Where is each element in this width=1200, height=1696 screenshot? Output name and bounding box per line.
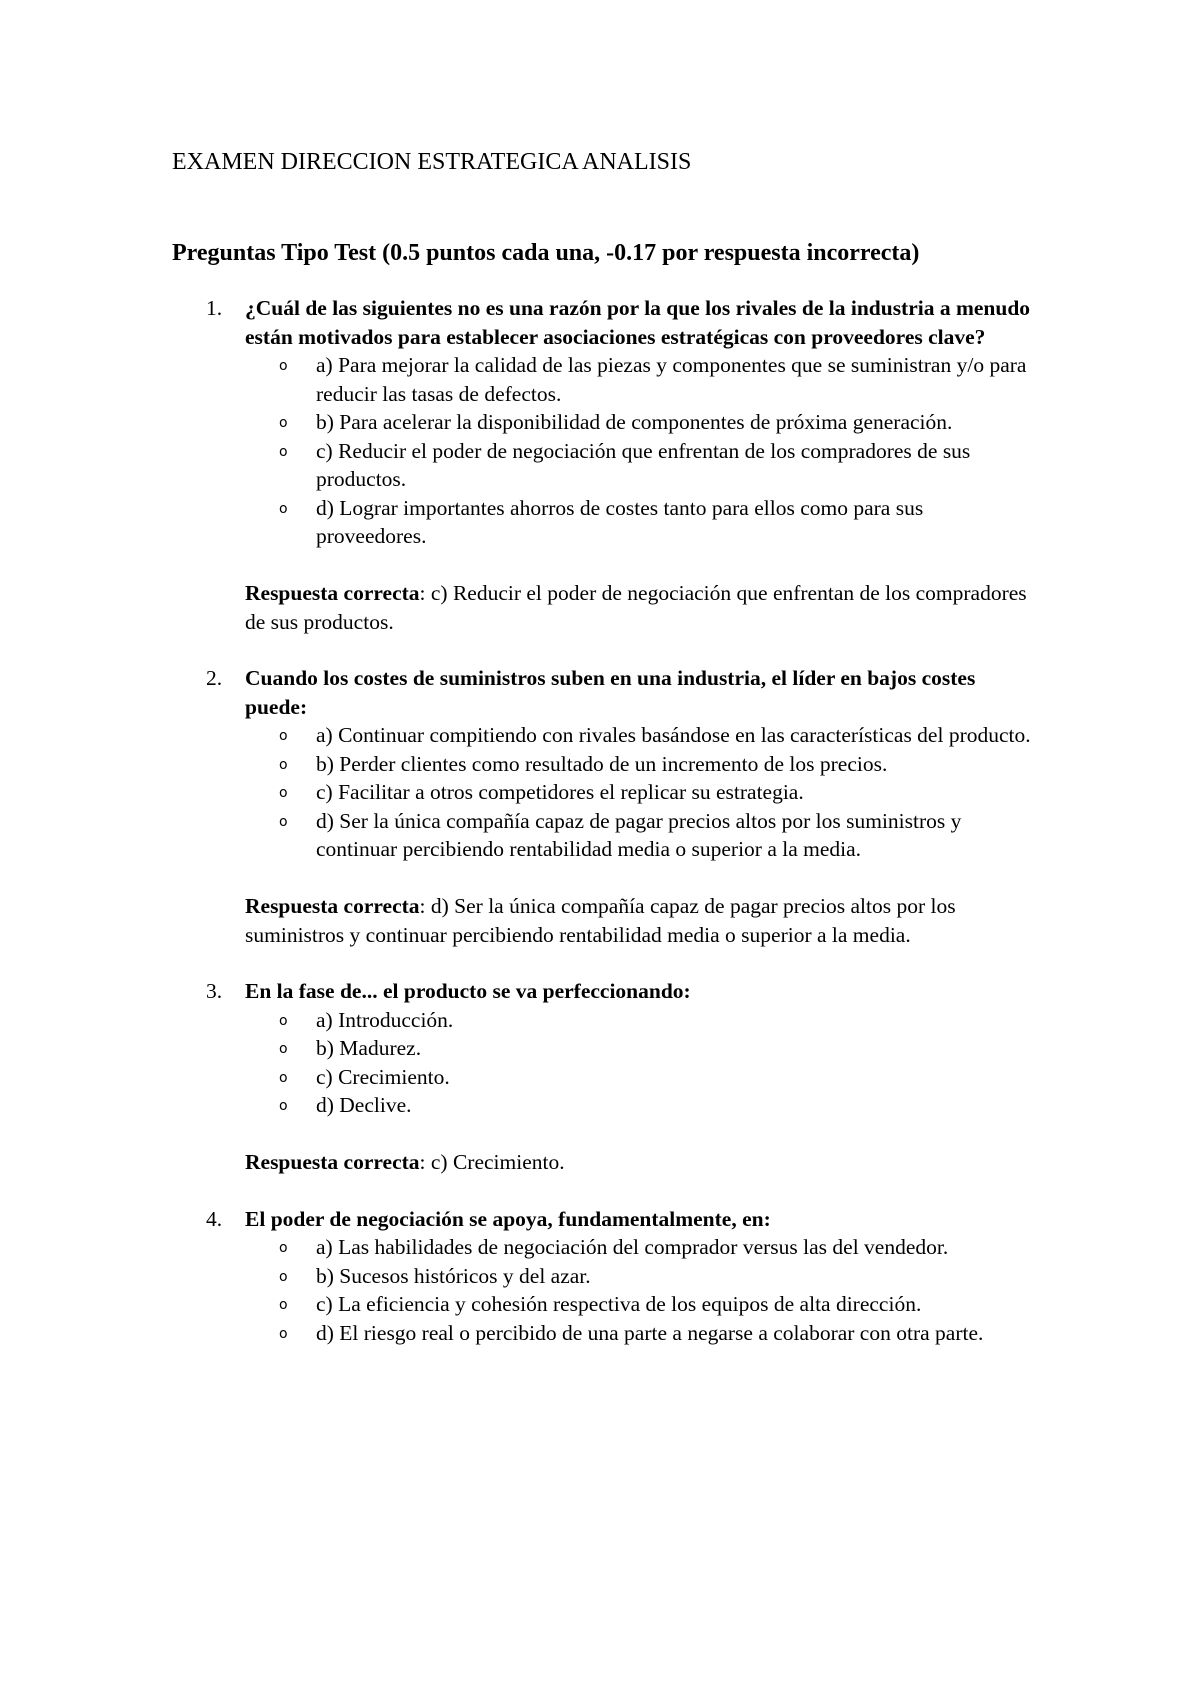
bullet-icon: o <box>279 415 288 431</box>
section-title: Preguntas Tipo Test (0.5 puntos cada una, -0.17 por respuesta incorrecta) <box>172 240 920 266</box>
bullet-icon: o <box>279 1297 288 1313</box>
answer-text: : d) Ser la única compañía capaz de pagar precios altos por los suministros y continuar percibiendo rentabilidad media o superior a la media. <box>245 894 956 947</box>
question-4 <box>0 1205 1200 1348</box>
option-b <box>279 408 1038 437</box>
answer-label: Respuesta correcta <box>245 581 420 605</box>
option-text: c) La eficiencia y cohesión respectiva de los equipos de alta dirección. <box>316 1292 922 1316</box>
option-a <box>279 1006 1038 1035</box>
option-list <box>0 1006 1200 1120</box>
option-text: c) Facilitar a otros competidores el replicar su estrategia. <box>316 780 804 804</box>
answer-text: : c) Reducir el poder de negociación que enfrentan de los compradores de sus productos. <box>245 581 1027 634</box>
option-text: a) Introducción. <box>316 1007 454 1032</box>
bullet-icon: o <box>279 500 288 517</box>
question-text: ¿Cuál de las siguientes no es una razón por la que los rivales de la industria a menudo están motivados para establecer asociaciones estratégicas con proveedores clave? <box>245 296 1031 349</box>
option-list <box>0 351 1200 551</box>
document-title: EXAMEN DIRECCION ESTRATEGICA ANALISIS <box>172 149 692 175</box>
correct-answer <box>245 1148 1045 1177</box>
option-list <box>0 721 1200 864</box>
question-number: 1. <box>206 296 223 320</box>
option-b <box>279 1262 1038 1291</box>
bullet-icon: o <box>279 1268 288 1285</box>
option-d <box>279 494 1038 551</box>
option-b <box>279 750 1038 779</box>
question-1 <box>0 294 1200 636</box>
bullet-icon: o <box>279 1098 288 1114</box>
question-2 <box>0 664 1200 949</box>
question-number: 3. <box>206 979 223 1003</box>
option-text: a) Las habilidades de negociación del comprador versus las del vendedor. <box>316 1235 949 1259</box>
option-text: c) Crecimiento. <box>316 1064 450 1089</box>
question-text: Cuando los costes de suministros suben en una industria, el líder en bajos costes puede: <box>245 666 976 719</box>
question-text: En la fase de... el producto se va perfeccionando: <box>245 979 691 1003</box>
option-c <box>279 437 1038 494</box>
correct-answer <box>245 892 1045 949</box>
bullet-icon: o <box>279 785 288 801</box>
question-list <box>0 294 1200 1375</box>
option-text: a) Para mejorar la calidad de las piezas y componentes que se suministran y/o para reducir las tasas de defectos. <box>316 353 1027 406</box>
question-number: 2. <box>206 666 223 690</box>
bullet-icon: o <box>279 1325 288 1342</box>
option-a <box>279 1233 1038 1262</box>
bullet-icon: o <box>279 1240 288 1256</box>
bullet-icon: o <box>279 756 288 773</box>
option-a <box>279 351 1038 408</box>
option-text: b) Perder clientes como resultado de un incremento de los precios. <box>316 751 888 776</box>
option-c <box>279 778 1038 807</box>
question-number: 4. <box>206 1206 223 1231</box>
bullet-icon: o <box>279 1041 288 1057</box>
option-text: b) Para acelerar la disponibilidad de componentes de próxima generación. <box>316 410 953 434</box>
option-text: d) El riesgo real o percibido de una parte a negarse a colaborar con otra parte. <box>316 1320 984 1345</box>
option-text: d) Lograr importantes ahorros de costes tanto para ellos como para sus proveedores. <box>316 495 924 548</box>
option-a <box>279 721 1038 750</box>
option-c <box>279 1290 1038 1319</box>
answer-label: Respuesta correcta <box>245 894 420 918</box>
bullet-icon: o <box>279 1012 288 1029</box>
answer-text: : c) Crecimiento. <box>419 1150 565 1174</box>
option-list <box>0 1233 1200 1347</box>
option-text: d) Declive. <box>316 1093 412 1117</box>
answer-label: Respuesta correcta <box>245 1150 420 1174</box>
option-b <box>279 1034 1038 1063</box>
option-d <box>279 1091 1038 1120</box>
question-3 <box>0 977 1200 1177</box>
option-text: b) Sucesos históricos y del azar. <box>316 1263 591 1288</box>
option-text: b) Madurez. <box>316 1036 422 1060</box>
bullet-icon: o <box>279 813 288 830</box>
option-text: c) Reducir el poder de negociación que enfrentan de los compradores de sus productos. <box>316 438 971 491</box>
option-text: a) Continuar compitiendo con rivales basándose en las características del producto. <box>316 723 1031 747</box>
bullet-icon: o <box>279 443 288 460</box>
question-text: El poder de negociación se apoya, fundamentalmente, en: <box>245 1206 771 1231</box>
option-c <box>279 1063 1038 1092</box>
correct-answer <box>245 579 1045 636</box>
bullet-icon: o <box>279 1069 288 1086</box>
bullet-icon: o <box>279 728 288 744</box>
option-text: d) Ser la única compañía capaz de pagar precios altos por los suministros y continuar percibiendo rentabilidad media o superior a la media. <box>316 808 962 861</box>
option-d <box>279 807 1038 864</box>
bullet-icon: o <box>279 358 288 374</box>
option-d <box>279 1319 1038 1348</box>
